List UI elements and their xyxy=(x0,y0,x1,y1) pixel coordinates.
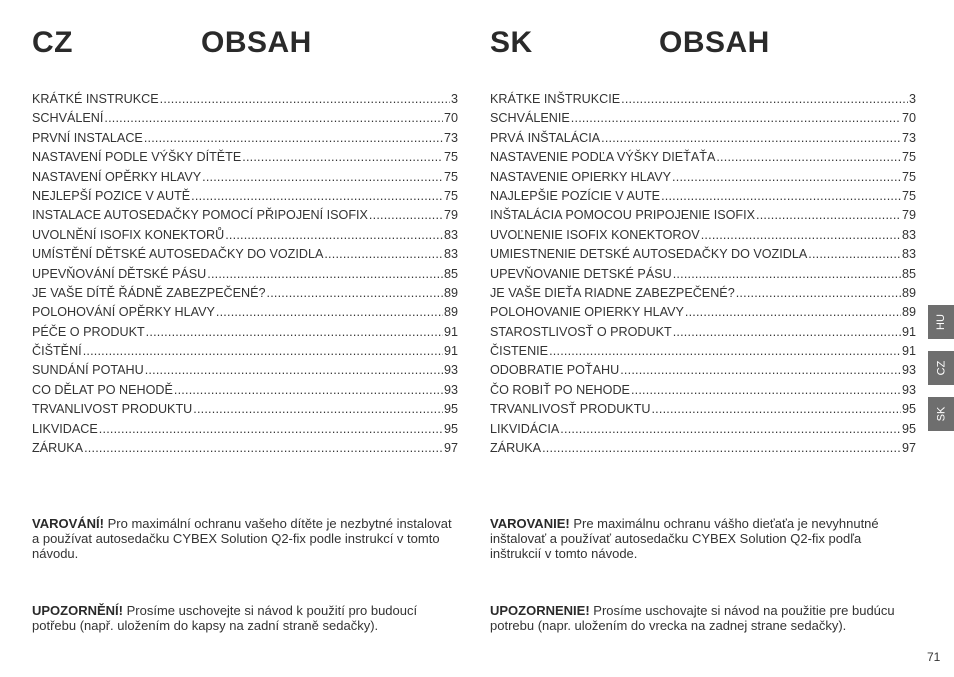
toc-dot-leader xyxy=(202,170,443,184)
toc-entry-page: 70 xyxy=(901,111,916,126)
toc-dot-leader xyxy=(174,383,443,397)
toc-entry-page: 85 xyxy=(901,266,916,281)
toc-entry[interactable] xyxy=(490,286,916,305)
toc-entry[interactable] xyxy=(32,111,458,130)
toc-entry-page: 95 xyxy=(443,421,458,436)
toc-entry-page: 95 xyxy=(443,402,458,417)
toc-entry-title: UVOLNĚNÍ ISOFIX KONEKTORŮ xyxy=(32,227,225,242)
toc-entry-title: ZÁRUKA xyxy=(32,441,84,456)
toc-dot-leader xyxy=(160,92,450,106)
sk-notice-label: UPOZORNENIE! xyxy=(490,603,590,618)
toc-entry-page: 83 xyxy=(901,227,916,242)
toc-entry-title: PÉČE O PRODUKT xyxy=(32,324,145,339)
toc-entry-page: 89 xyxy=(443,305,458,320)
toc-entry[interactable] xyxy=(490,228,916,247)
toc-entry[interactable] xyxy=(490,305,916,324)
toc-entry-title: STAROSTLIVOSŤ O PRODUKT xyxy=(490,324,672,339)
toc-entry[interactable] xyxy=(32,286,458,305)
toc-entry[interactable] xyxy=(32,305,458,324)
toc-dot-leader xyxy=(83,344,443,358)
toc-dot-leader xyxy=(672,170,901,184)
toc-entry-title: JE VAŠE DÍTĚ ŘÁDNĚ ZABEZPEČENÉ? xyxy=(32,285,266,300)
toc-entry-title: LIKVIDÁCIA xyxy=(490,421,560,436)
toc-entry[interactable] xyxy=(490,208,916,227)
cz-header xyxy=(32,26,458,66)
toc-entry[interactable] xyxy=(32,441,458,460)
toc-entry-page: 89 xyxy=(901,305,916,320)
toc-dot-leader xyxy=(84,441,443,455)
toc-entry-page: 3 xyxy=(450,92,458,106)
toc-entry-page: 97 xyxy=(901,441,916,456)
toc-entry-page: 91 xyxy=(901,344,916,359)
cz-table-of-contents xyxy=(32,92,458,460)
toc-entry[interactable] xyxy=(490,247,916,266)
toc-dot-leader xyxy=(701,228,901,242)
toc-entry-title: UPEVŇOVANIE DETSKÉ PÁSU xyxy=(490,266,672,281)
cz-warning-label: VAROVÁNÍ! xyxy=(32,516,104,531)
toc-dot-leader xyxy=(549,344,901,358)
toc-entry[interactable] xyxy=(32,344,458,363)
toc-entry-page: 93 xyxy=(901,363,916,378)
toc-entry-title: ODOBRATIE POŤAHU xyxy=(490,363,620,378)
side-tab-sk[interactable] xyxy=(928,397,954,431)
toc-entry-page: 75 xyxy=(443,150,458,165)
sk-table-of-contents xyxy=(490,92,916,460)
toc-dot-leader xyxy=(661,189,901,203)
toc-dot-leader xyxy=(193,402,443,416)
toc-dot-leader xyxy=(808,247,901,261)
sk-warning xyxy=(490,516,916,561)
toc-entry-title: CO DĚLAT PO NEHODĚ xyxy=(32,382,173,397)
toc-entry-title: TRVANLIVOST PRODUKTU xyxy=(32,402,193,417)
toc-entry[interactable] xyxy=(490,363,916,382)
toc-dot-leader xyxy=(191,189,443,203)
toc-entry-page: 85 xyxy=(443,266,458,281)
sk-notice-text: Prosíme uschovajte si návod na použitie pre budúcu potrebu (napr. uložením do vrecka na zadnej strane sedačky). xyxy=(490,603,895,633)
toc-entry-title: POLOHOVÁNÍ OPĚRKY HLAVY xyxy=(32,305,215,320)
toc-entry-page: 73 xyxy=(443,130,458,145)
toc-dot-leader xyxy=(369,208,443,222)
cz-notice xyxy=(32,603,458,633)
toc-entry[interactable] xyxy=(490,189,916,208)
toc-entry[interactable] xyxy=(490,344,916,363)
toc-entry[interactable] xyxy=(32,92,458,111)
side-tab-label: SK xyxy=(935,406,947,422)
toc-entry[interactable] xyxy=(32,363,458,382)
toc-entry-title: INSTALACE AUTOSEDAČKY POMOCÍ PŘIPOJENÍ ISOFIX xyxy=(32,208,368,223)
toc-entry[interactable] xyxy=(32,422,458,441)
toc-entry-title: INŠTALÁCIA POMOCOU PRIPOJENIE ISOFIX xyxy=(490,208,755,223)
toc-dot-leader xyxy=(242,150,443,164)
toc-dot-leader xyxy=(146,325,443,339)
toc-entry-title: NAJLEPŠIE POZÍCIE V AUTE xyxy=(490,188,661,203)
toc-entry-page: 91 xyxy=(443,324,458,339)
sk-language-code: SK xyxy=(490,26,533,59)
toc-entry-title: KRÁTKE INŠTRUKCIE xyxy=(490,92,621,106)
toc-entry-title: NASTAVENÍ PODLE VÝŠKY DÍTĚTE xyxy=(32,150,242,165)
toc-entry[interactable] xyxy=(32,402,458,421)
toc-dot-leader xyxy=(267,286,443,300)
sk-heading: OBSAH xyxy=(659,26,770,59)
toc-entry[interactable] xyxy=(490,422,916,441)
toc-dot-leader xyxy=(145,363,443,377)
side-tab-label: CZ xyxy=(934,360,947,376)
toc-dot-leader xyxy=(673,267,901,281)
toc-dot-leader xyxy=(651,402,901,416)
cz-notice-text: Prosíme uschovejte si návod k použití pro budoucí potřebu (např. uložením do kapsy na zadní straně sedačky). xyxy=(32,603,418,633)
toc-entry[interactable] xyxy=(32,208,458,227)
toc-dot-leader xyxy=(736,286,901,300)
toc-entry-title: PRVÁ INŠTALÁCIA xyxy=(490,130,601,145)
toc-dot-leader xyxy=(716,150,901,164)
toc-entry-page: 70 xyxy=(443,111,458,126)
toc-entry[interactable] xyxy=(32,247,458,266)
side-tab-cz[interactable] xyxy=(928,351,954,385)
toc-entry-page: 75 xyxy=(901,188,916,203)
toc-entry-page: 91 xyxy=(443,344,458,359)
toc-entry-title: NASTAVENIE OPIERKY HLAVY xyxy=(490,169,672,184)
sk-warning-label: VAROVANIE! xyxy=(490,516,570,531)
toc-entry-title: UPEVŇOVÁNÍ DĚTSKÉ PÁSU xyxy=(32,266,207,281)
toc-entry[interactable] xyxy=(32,228,458,247)
toc-entry-page: 83 xyxy=(901,247,916,262)
toc-entry-title: ČO ROBIŤ PO NEHODE xyxy=(490,382,630,397)
toc-entry-page: 97 xyxy=(443,441,458,456)
toc-entry-title: ZÁRUKA xyxy=(490,441,542,456)
toc-entry-page: 91 xyxy=(901,324,916,339)
side-tab-hu[interactable] xyxy=(928,305,954,339)
toc-entry-title: ČIŠTĚNÍ xyxy=(32,344,82,359)
toc-entry-title: NASTAVENIE PODĽA VÝŠKY DIEŤAŤA xyxy=(490,150,716,165)
side-tab-label: HU xyxy=(934,314,947,330)
toc-entry[interactable] xyxy=(490,111,916,130)
sk-header xyxy=(490,26,916,66)
toc-entry[interactable] xyxy=(32,267,458,286)
toc-entry[interactable] xyxy=(490,383,916,402)
toc-entry-page: 75 xyxy=(901,169,916,184)
toc-dot-leader xyxy=(99,422,443,436)
toc-entry-title: POLOHOVANIE OPIERKY HLAVY xyxy=(490,305,684,320)
toc-entry-page: 95 xyxy=(901,421,916,436)
cz-warning xyxy=(32,516,458,561)
toc-dot-leader xyxy=(621,92,908,106)
toc-entry-page: 75 xyxy=(443,188,458,203)
toc-entry[interactable] xyxy=(32,325,458,344)
page-number: 71 xyxy=(927,650,941,664)
cz-warning-text: Pro maximální ochranu vašeho dítěte je nezbytné instalovat a používat autosedačku CYBEX Solution Q2-fix podle instrukcí v tomto návodu. xyxy=(32,516,452,561)
cz-notice-label: UPOZORNĚNÍ! xyxy=(32,603,123,618)
toc-entry-page: 79 xyxy=(901,208,916,223)
toc-entry[interactable] xyxy=(32,170,458,189)
toc-entry[interactable] xyxy=(32,383,458,402)
toc-entry[interactable] xyxy=(490,441,916,460)
toc-entry-title: SUNDÁNÍ POTAHU xyxy=(32,363,144,378)
toc-entry-page: 89 xyxy=(901,285,916,300)
toc-dot-leader xyxy=(225,228,443,242)
toc-entry-page: 93 xyxy=(443,382,458,397)
toc-entry-page: 3 xyxy=(908,92,916,106)
toc-dot-leader xyxy=(144,131,443,145)
toc-entry-title: PRVNÍ INSTALACE xyxy=(32,130,143,145)
toc-dot-leader xyxy=(673,325,901,339)
toc-dot-leader xyxy=(631,383,901,397)
toc-entry-title: ČISTENIE xyxy=(490,344,549,359)
toc-entry-page: 83 xyxy=(443,227,458,242)
toc-dot-leader xyxy=(216,305,443,319)
toc-entry-title: LIKVIDACE xyxy=(32,421,98,436)
toc-entry[interactable] xyxy=(490,92,916,111)
toc-entry[interactable] xyxy=(490,170,916,189)
toc-dot-leader xyxy=(620,363,901,377)
toc-entry-title: SCHVÁLENIE xyxy=(490,111,570,126)
toc-entry-title: UMIESTNENIE DETSKÉ AUTOSEDAČKY DO VOZIDLA xyxy=(490,247,808,262)
toc-entry-page: 73 xyxy=(901,130,916,145)
toc-entry-page: 93 xyxy=(443,363,458,378)
toc-entry[interactable] xyxy=(490,267,916,286)
toc-entry[interactable] xyxy=(490,150,916,169)
toc-entry[interactable] xyxy=(32,131,458,150)
toc-entry-page: 75 xyxy=(901,150,916,165)
toc-dot-leader xyxy=(560,422,901,436)
toc-entry[interactable] xyxy=(490,325,916,344)
toc-entry-page: 95 xyxy=(901,402,916,417)
toc-entry[interactable] xyxy=(32,189,458,208)
toc-dot-leader xyxy=(571,111,901,125)
toc-entry-title: UMÍSTĚNÍ DĚTSKÉ AUTOSEDAČKY DO VOZIDLA xyxy=(32,247,324,262)
cz-heading: OBSAH xyxy=(201,26,312,59)
toc-entry-page: 79 xyxy=(443,208,458,223)
toc-entry[interactable] xyxy=(32,150,458,169)
toc-dot-leader xyxy=(104,111,443,125)
cz-language-code: CZ xyxy=(32,26,73,59)
toc-entry-page: 83 xyxy=(443,247,458,262)
toc-entry-page: 93 xyxy=(901,382,916,397)
toc-dot-leader xyxy=(685,305,901,319)
toc-entry-title: NEJLEPŠÍ POZICE V AUTĚ xyxy=(32,188,191,203)
toc-entry-title: KRÁTKÉ INSTRUKCE xyxy=(32,92,159,106)
toc-dot-leader xyxy=(324,247,443,261)
toc-entry-title: JE VAŠE DIEŤA RIADNE ZABEZPEČENÉ? xyxy=(490,285,735,300)
toc-entry-page: 89 xyxy=(443,285,458,300)
toc-dot-leader xyxy=(756,208,901,222)
toc-dot-leader xyxy=(601,131,901,145)
toc-entry-title: TRVANLIVOSŤ PRODUKTU xyxy=(490,402,651,417)
sk-notice xyxy=(490,603,916,633)
toc-entry-title: NASTAVENÍ OPĚRKY HLAVY xyxy=(32,169,202,184)
toc-entry-page: 75 xyxy=(443,169,458,184)
sk-warning-text: Pre maximálnu ochranu vášho dieťaťa je nevyhnutné inštalovať a používať autosedačku CYBEX Solution Q2-fix podľa inštrukcií v tomto návode. xyxy=(490,516,879,561)
toc-dot-leader xyxy=(542,441,901,455)
toc-entry-title: SCHVÁLENÍ xyxy=(32,111,104,126)
toc-entry[interactable] xyxy=(490,131,916,150)
toc-entry-title: UVOĽNENIE ISOFIX KONEKTOROV xyxy=(490,227,700,242)
toc-dot-leader xyxy=(207,267,443,281)
toc-entry[interactable] xyxy=(490,402,916,421)
